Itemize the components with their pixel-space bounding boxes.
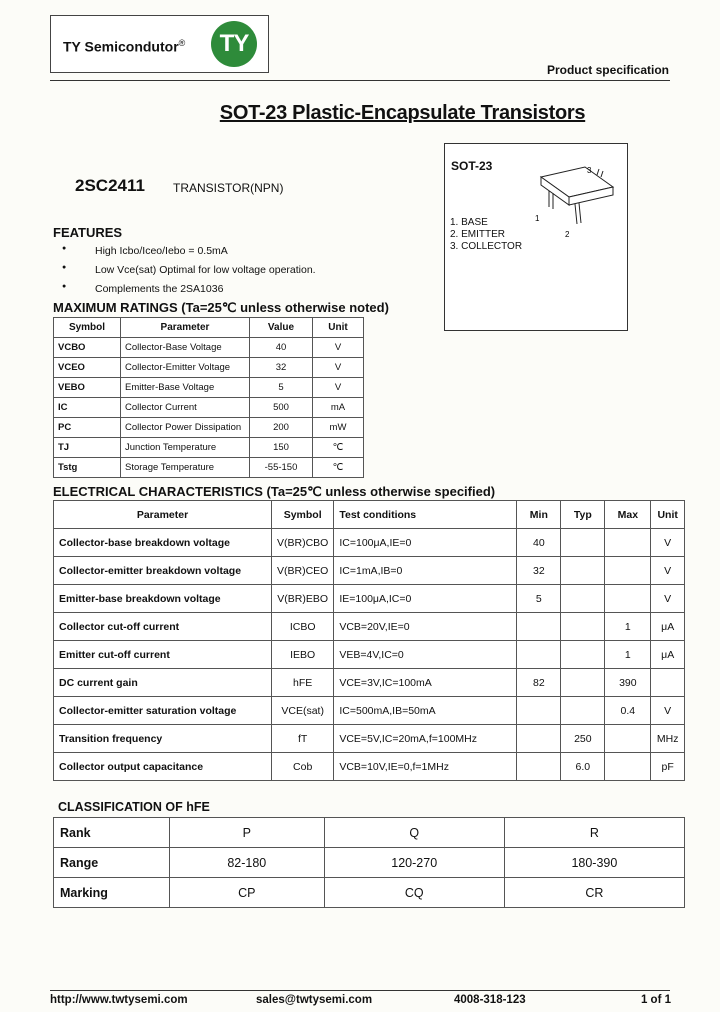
table-cell: VEB=4V,IC=0 xyxy=(334,641,517,669)
table-cell: MHz xyxy=(651,725,685,753)
table-cell xyxy=(605,557,651,585)
table-cell: 82 xyxy=(517,669,561,697)
table-cell: V xyxy=(651,697,685,725)
table-cell: IC xyxy=(54,398,121,418)
package-box xyxy=(444,143,628,331)
feature-item: ● Complements the 2SA1036 xyxy=(62,283,316,302)
table-cell: Storage Temperature xyxy=(121,458,250,478)
table-row xyxy=(54,557,685,585)
table-cell: mA xyxy=(313,398,364,418)
column-header: Typ xyxy=(561,501,605,529)
footer-phone: 4008-318-123 xyxy=(454,994,526,1006)
table-cell: -55-150 xyxy=(250,458,313,478)
column-header: Test conditions xyxy=(334,501,517,529)
table-cell: Collector output capacitance xyxy=(54,753,272,781)
max-ratings-table xyxy=(53,317,364,478)
electrical-heading: ELECTRICAL CHARACTERISTICS (Ta=25℃ unless otherwise specified) xyxy=(53,484,496,499)
table-cell: mW xyxy=(313,418,364,438)
table-cell xyxy=(605,529,651,557)
table-cell: DC current gain xyxy=(54,669,272,697)
column-header: Symbol xyxy=(54,318,121,338)
table-cell: V xyxy=(313,358,364,378)
table-cell: V xyxy=(651,585,685,613)
table-cell: ℃ xyxy=(313,438,364,458)
table-cell: IE=100μA,IC=0 xyxy=(334,585,517,613)
table-row xyxy=(54,613,685,641)
table-cell: VCE=5V,IC=20mA,f=100MHz xyxy=(334,725,517,753)
classification-heading: CLASSIFICATION OF hFE xyxy=(58,800,210,814)
table-cell: μA xyxy=(651,613,685,641)
table-cell: 32 xyxy=(250,358,313,378)
table-cell: Collector-base breakdown voltage xyxy=(54,529,272,557)
column-header: Parameter xyxy=(121,318,250,338)
company-name: TY Semicondutor® xyxy=(63,38,186,55)
table-cell xyxy=(561,641,605,669)
table-cell xyxy=(517,697,561,725)
table-cell xyxy=(517,641,561,669)
table-row xyxy=(54,878,685,908)
table-cell: Collector-emitter breakdown voltage xyxy=(54,557,272,585)
table-cell: 150 xyxy=(250,438,313,458)
table-cell: 82-180 xyxy=(170,848,325,878)
table-cell: 500 xyxy=(250,398,313,418)
table-cell: Marking xyxy=(54,878,170,908)
features-heading: FEATURES xyxy=(53,225,123,240)
table-row xyxy=(54,848,685,878)
table-cell: R xyxy=(504,818,684,848)
table-cell: Collector-Base Voltage xyxy=(121,338,250,358)
table-cell: VCE(sat) xyxy=(272,697,334,725)
table-row xyxy=(54,398,364,418)
footer-website-link[interactable]: http://www.twtysemi.com xyxy=(50,994,188,1006)
column-header: Value xyxy=(250,318,313,338)
table-cell: V(BR)CBO xyxy=(272,529,334,557)
table-cell: VCB=10V,IE=0,f=1MHz xyxy=(334,753,517,781)
table-cell: Tstg xyxy=(54,458,121,478)
table-cell xyxy=(561,529,605,557)
table-cell: 180-390 xyxy=(504,848,684,878)
pin-number-2: 2 xyxy=(565,230,570,239)
table-cell: CR xyxy=(504,878,684,908)
pin-number-1: 1 xyxy=(535,214,540,223)
table-cell xyxy=(561,669,605,697)
table-cell: 120-270 xyxy=(324,848,504,878)
table-cell: Emitter cut-off current xyxy=(54,641,272,669)
pin-label: 3. COLLECTOR xyxy=(450,241,523,252)
table-cell: 32 xyxy=(517,557,561,585)
table-cell: ℃ xyxy=(313,458,364,478)
table-cell xyxy=(561,585,605,613)
package-title: SOT-23 xyxy=(451,159,493,173)
table-cell: Junction Temperature xyxy=(121,438,250,458)
column-header: Unit xyxy=(651,501,685,529)
table-cell: CQ xyxy=(324,878,504,908)
table-cell: Transition frequency xyxy=(54,725,272,753)
table-row xyxy=(54,418,364,438)
table-cell: Rank xyxy=(54,818,170,848)
table-cell: μA xyxy=(651,641,685,669)
table-cell: 200 xyxy=(250,418,313,438)
feature-item: ● Low Vce(sat) Optimal for low voltage operation. xyxy=(62,264,316,283)
table-cell: 1 xyxy=(605,613,651,641)
table-cell: Emitter-base breakdown voltage xyxy=(54,585,272,613)
pin-label: 2. EMITTER xyxy=(450,229,506,240)
table-cell: IC=1mA,IB=0 xyxy=(334,557,517,585)
table-row xyxy=(54,458,364,478)
table-row xyxy=(54,378,364,398)
table-cell: 390 xyxy=(605,669,651,697)
max-ratings-heading: MAXIMUM RATINGS (Ta=25℃ unless otherwise noted) xyxy=(53,300,389,315)
table-cell: fT xyxy=(272,725,334,753)
table-cell: Collector-Emitter Voltage xyxy=(121,358,250,378)
table-cell xyxy=(605,753,651,781)
footer-divider xyxy=(50,990,670,991)
column-header: Parameter xyxy=(54,501,272,529)
pin-label: 1. BASE xyxy=(450,217,488,228)
table-cell: CP xyxy=(170,878,325,908)
table-cell: VCE=3V,IC=100mA xyxy=(334,669,517,697)
classification-table xyxy=(53,817,685,908)
sot23-package-icon xyxy=(525,159,621,241)
table-cell: 5 xyxy=(250,378,313,398)
table-row xyxy=(54,669,685,697)
table-cell: Collector Current xyxy=(121,398,250,418)
table-cell: V xyxy=(651,557,685,585)
part-type: TRANSISTOR(NPN) xyxy=(173,181,284,195)
electrical-table xyxy=(53,500,685,781)
table-cell: P xyxy=(170,818,325,848)
table-cell: PC xyxy=(54,418,121,438)
table-cell: 0.4 xyxy=(605,697,651,725)
footer-email-link[interactable]: sales@twtysemi.com xyxy=(256,994,373,1006)
table-cell: 6.0 xyxy=(561,753,605,781)
logo-badge: TY xyxy=(211,21,257,67)
table-row xyxy=(54,358,364,378)
table-cell: VCBO xyxy=(54,338,121,358)
table-cell xyxy=(517,613,561,641)
table-cell: TJ xyxy=(54,438,121,458)
table-cell: VEBO xyxy=(54,378,121,398)
footer-page-number: 1 of 1 xyxy=(640,994,671,1006)
table-cell: 40 xyxy=(250,338,313,358)
table-cell xyxy=(605,725,651,753)
table-cell: Collector cut-off current xyxy=(54,613,272,641)
part-number: 2SC2411 xyxy=(75,176,145,195)
table-cell: 40 xyxy=(517,529,561,557)
table-cell xyxy=(651,669,685,697)
table-cell: VCB=20V,IE=0 xyxy=(334,613,517,641)
table-cell xyxy=(517,753,561,781)
column-header: Min xyxy=(517,501,561,529)
table-cell: 5 xyxy=(517,585,561,613)
table-header-row xyxy=(54,318,364,338)
table-cell xyxy=(605,585,651,613)
table-cell: Collector-emitter saturation voltage xyxy=(54,697,272,725)
table-row xyxy=(54,725,685,753)
column-header: Symbol xyxy=(272,501,334,529)
table-cell xyxy=(517,725,561,753)
company-logo-box xyxy=(50,15,269,73)
column-header: Max xyxy=(605,501,651,529)
table-cell: Range xyxy=(54,848,170,878)
table-row xyxy=(54,529,685,557)
pin-number-3: 3 xyxy=(587,166,592,175)
table-cell: VCEO xyxy=(54,358,121,378)
table-cell: V(BR)CEO xyxy=(272,557,334,585)
table-row xyxy=(54,818,685,848)
features-list xyxy=(62,245,316,302)
table-cell xyxy=(561,697,605,725)
table-cell: Cob xyxy=(272,753,334,781)
table-cell: V xyxy=(651,529,685,557)
table-row xyxy=(54,438,364,458)
table-cell: IEBO xyxy=(272,641,334,669)
column-header: Unit xyxy=(313,318,364,338)
table-row xyxy=(54,697,685,725)
table-cell: IC=100μA,IE=0 xyxy=(334,529,517,557)
table-cell: IC=500mA,IB=50mA xyxy=(334,697,517,725)
registered-mark: ® xyxy=(178,38,186,48)
table-cell: Collector Power Dissipation xyxy=(121,418,250,438)
table-row xyxy=(54,585,685,613)
table-row xyxy=(54,753,685,781)
table-cell xyxy=(561,557,605,585)
table-header-row xyxy=(54,501,685,529)
table-cell: pF xyxy=(651,753,685,781)
table-cell: hFE xyxy=(272,669,334,697)
table-cell: Q xyxy=(324,818,504,848)
pin-list xyxy=(450,217,522,253)
table-cell: 1 xyxy=(605,641,651,669)
table-cell: V xyxy=(313,338,364,358)
table-row xyxy=(54,641,685,669)
table-cell: 250 xyxy=(561,725,605,753)
table-cell: ICBO xyxy=(272,613,334,641)
feature-item: ● High Icbo/Iceo/Iebo = 0.5mA xyxy=(62,245,316,264)
table-row xyxy=(54,338,364,358)
header-divider xyxy=(50,80,670,81)
page-title: SOT-23 Plastic-Encapsulate Transistors xyxy=(219,102,586,124)
table-cell: V(BR)EBO xyxy=(272,585,334,613)
table-cell: V xyxy=(313,378,364,398)
table-cell: Emitter-Base Voltage xyxy=(121,378,250,398)
table-cell xyxy=(561,613,605,641)
product-specification-label: Product specification xyxy=(546,63,669,77)
